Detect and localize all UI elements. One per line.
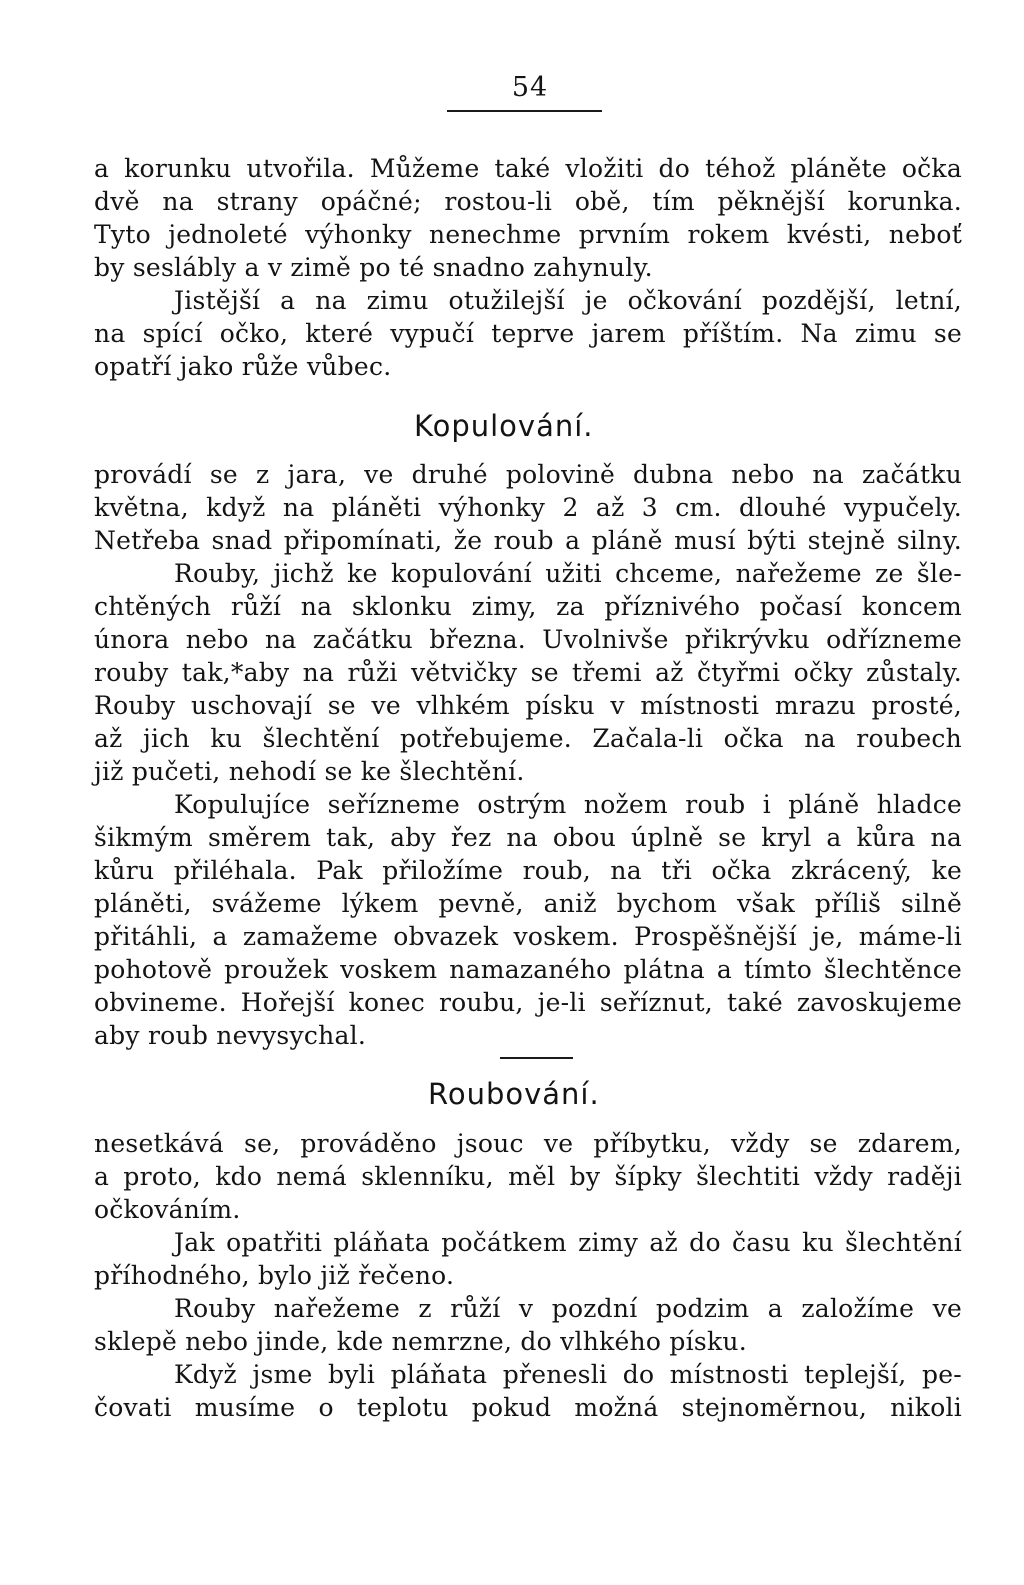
section-heading-kopulovani: Kopulování. (414, 409, 594, 443)
text-line: příhodného, bylo již řečeno. (94, 1261, 455, 1290)
section-body-kopulovani (94, 458, 962, 1052)
text-line: dvě na strany opáčné; rostou-li obě, tím pěknější korunka. (94, 187, 962, 216)
text-line: na spící očko, které vypučí teprve jarem příštím. Na zimu se (94, 319, 962, 348)
page-number: 54 (511, 72, 549, 103)
text-line: Tyto jednoleté výhonky nenechme prvním rokem kvésti, neboť (94, 220, 962, 249)
text-line: května, když na pláněti výhonky 2 až 3 cm. dlouhé vypučely. (94, 493, 962, 522)
text-line: šikmým směrem tak, aby řez na obou úplně se kryl a kůra na (94, 823, 962, 852)
text-line: a korunku utvořila. Můžeme také vložiti do téhož pláněte očka (94, 154, 962, 183)
text-line: sklepě nebo jinde, kde nemrzne, do vlhkého písku. (94, 1327, 747, 1356)
text-line: pohotově proužek voskem namazaného plátna a tímto šlechtěnce (94, 955, 962, 984)
text-line: přitáhli, a zamažeme obvazek voskem. Prospěšnější je, máme-li (94, 922, 962, 951)
text-line: očkováním. (94, 1195, 241, 1224)
paragraph-continuation (94, 152, 962, 383)
text-line: Netřeba snad připomínati, že roub a pláně musí býti stejně silny. (94, 526, 962, 555)
text-line: rouby tak,*aby na růži větvičky se třemi až čtyřmi očky zůstaly. (94, 658, 962, 687)
text-line: února nebo na začátku března. Uvolnivše přikrývku odřízneme (94, 625, 962, 654)
text-line: čovati musíme o teplotu pokud možná stejnoměrnou, nikoli (94, 1393, 962, 1422)
text-line: Jak opatřiti pláňata počátkem zimy až do času ku šlechtění (174, 1228, 962, 1257)
text-line: Rouby nařežeme z růží v pozdní podzim a založíme ve (174, 1294, 962, 1323)
section-body-roubovani (94, 1127, 962, 1424)
text-line: již pučeti, nehodí se ke šlechtění. (94, 757, 525, 786)
section-divider (500, 1057, 573, 1059)
text-line: a proto, kdo nemá sklenníku, měl by šípky šlechtiti vždy raději (94, 1162, 962, 1191)
text-line: až jich ku šlechtění potřebujeme. Začala-li očka na roubech (94, 724, 962, 753)
header-rule (447, 110, 602, 112)
text-line: Kopulujíce seřízneme ostrým nožem roub i pláně hladce (174, 790, 962, 819)
text-line: pláněti, svážeme lýkem pevně, aniž bychom však příliš silně (94, 889, 962, 918)
text-line: Jistější a na zimu otužilejší je očkování pozdější, letní, (174, 286, 962, 315)
section-heading-roubovani: Roubování. (428, 1077, 600, 1111)
text-line: chtěných růží na sklonku zimy, za příznivého počasí koncem (94, 592, 962, 621)
text-line: aby roub nevysychal. (94, 1021, 367, 1050)
text-line: Rouby uschovají se ve vlhkém písku v místnosti mrazu prosté, (94, 691, 962, 720)
text-line: nesetkává se, prováděno jsouc ve příbytku, vždy se zdarem, (94, 1129, 962, 1158)
text-line: obvineme. Hořejší konec roubu, je-li seříznut, také zavoskujeme (94, 988, 962, 1017)
text-line: Rouby, jichž ke kopulování užiti chceme, nařežeme ze šle- (174, 559, 962, 588)
text-line: opatří jako růže vůbec. (94, 352, 392, 381)
text-line: Když jsme byli pláňata přenesli do místnosti teplejší, pe- (174, 1360, 962, 1389)
text-line: provádí se z jara, ve druhé polovině dubna nebo na začátku (94, 460, 962, 489)
text-line: by seslábly a v zimě po té snadno zahynuly. (94, 253, 653, 282)
text-line: kůru přiléhala. Pak přiložíme roub, na tři očka zkrácený, ke (94, 856, 962, 885)
